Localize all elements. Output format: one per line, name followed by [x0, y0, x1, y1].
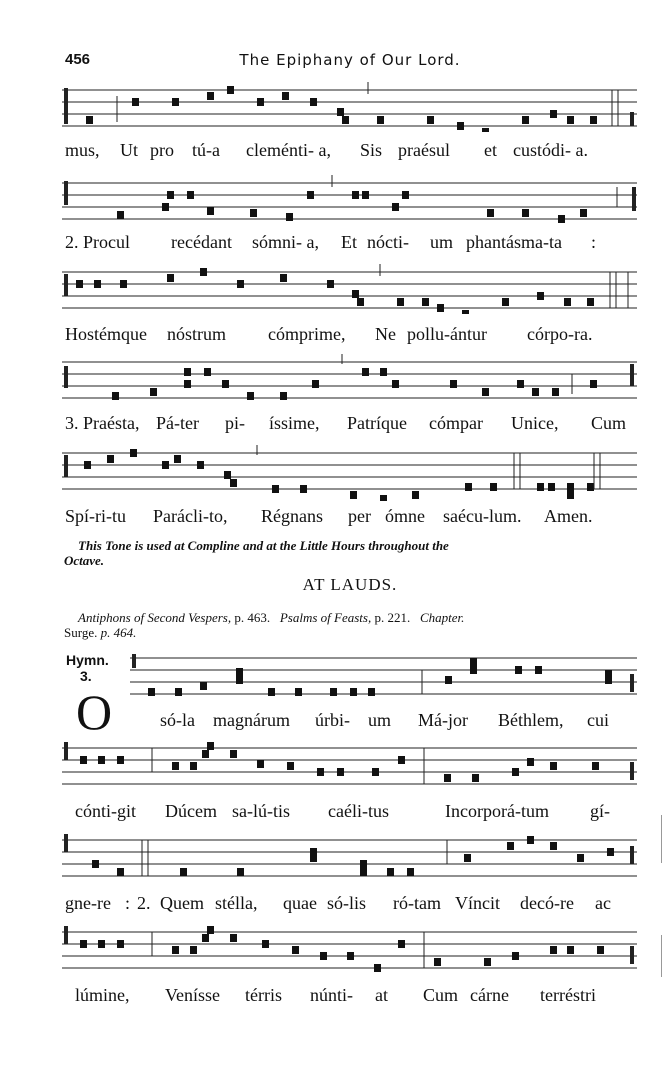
syllable: magnárum [213, 710, 290, 730]
antiphons-page: p. 463. [234, 610, 271, 625]
syllable: Ut [120, 140, 138, 160]
syllable: um [430, 232, 454, 252]
syllable: Víncit [455, 893, 500, 913]
syllable: ró-tam [393, 893, 441, 913]
syllable: cui [587, 710, 609, 730]
syllable: Quem [160, 893, 204, 913]
syllable: lúmine, [75, 985, 130, 1005]
syllable: núnti- [310, 985, 353, 1005]
hymn-number: 3. [80, 668, 92, 684]
syllable: per [348, 506, 371, 526]
staff-2 [62, 175, 637, 225]
syllable: pro [150, 140, 174, 160]
hymn-label [66, 652, 109, 684]
syllable: cárne [470, 985, 509, 1005]
syllable: cómprime, [268, 324, 346, 344]
syllable: pollu-ántur [407, 324, 487, 344]
chapter-ref: Chapter. [419, 610, 465, 625]
syllable: gne-re [65, 893, 111, 913]
margin-mark [661, 815, 662, 863]
hymn-word: Hymn. [66, 652, 109, 668]
staff-7 [62, 740, 637, 790]
syllable: Pá-ter [156, 413, 199, 433]
syllable: térris [245, 985, 282, 1005]
syllable: Patríque [347, 413, 407, 433]
syllable: ac [595, 893, 611, 913]
syllable: custódi- a. [513, 140, 588, 160]
staff-8 [62, 832, 637, 882]
syllable: sómni- a, [252, 232, 319, 252]
rubric-line: Octave. [64, 553, 105, 568]
syllable: Parácli-to, [153, 506, 228, 526]
antiphons-ref: Antiphons of Second Vespers, [78, 610, 232, 625]
syllable: Béthlem, [498, 710, 564, 730]
syllable: cleménti- a, [246, 140, 331, 160]
chapter-page: p. 464. [100, 625, 137, 640]
syllable: cómpar [429, 413, 483, 433]
syllable: nócti- [367, 232, 409, 252]
syllable: Sis [360, 140, 383, 160]
syllable: Spí-ri-tu [65, 506, 126, 526]
syllable: Ne [375, 324, 396, 344]
psalms-ref: Psalms of Feasts, [279, 610, 372, 625]
syllable: et [484, 140, 497, 160]
syllable: ómne [385, 506, 425, 526]
syllable: at [375, 985, 388, 1005]
syllable: caéli-tus [328, 801, 389, 821]
syllable: úrbi- [315, 710, 350, 730]
syllable: Et [341, 232, 357, 252]
rubric [64, 538, 638, 568]
psalms-page: p. 221. [374, 610, 411, 625]
syllable: saécu-lum. [443, 506, 522, 526]
syllable: Amen. [544, 506, 593, 526]
syllable: Régnans [261, 506, 323, 526]
chapter-title: Surge. [64, 625, 98, 640]
syllable: Má-jor [418, 710, 468, 730]
syllable: Dúcem [165, 801, 217, 821]
syllable: praésul [398, 140, 450, 160]
syllable: : [125, 893, 131, 913]
rubric-line: This Tone is used at Compline and at the Little Hours throughout the [78, 538, 449, 553]
syllable: Cum [423, 985, 459, 1005]
syllable: phantásma-ta [466, 232, 562, 252]
initial-letter: O [76, 684, 113, 740]
syllable: quae [283, 893, 317, 913]
margin-mark [661, 935, 662, 977]
syllable: íssime, [269, 413, 320, 433]
syllable: só-lis [327, 893, 367, 913]
staff-1 [62, 82, 637, 132]
staff-9 [62, 924, 637, 974]
syllable: córpo-ra. [527, 324, 593, 344]
syllable: sa-lú-tis [232, 801, 290, 821]
syllable: só-la [160, 710, 195, 730]
syllable: tú-a [192, 140, 220, 160]
syllable: um [368, 710, 392, 730]
syllable: terréstri [540, 985, 596, 1005]
syllable: : [591, 232, 597, 252]
syllable: 3. Praésta, [65, 413, 140, 433]
syllable: Venísse [165, 985, 220, 1005]
syllable: Cum [591, 413, 627, 433]
staff-5 [62, 445, 637, 503]
staff-4 [62, 354, 637, 404]
syllable: cónti-git [75, 801, 136, 821]
syllable: nóstrum [167, 324, 227, 344]
syllable: recédant [171, 232, 232, 252]
syllable: 2. [137, 893, 151, 913]
syllable: 2. Procul [65, 232, 130, 252]
section-title: AT LAUDS. [302, 575, 398, 594]
syllable: Incorporá-tum [445, 801, 549, 821]
syllable: stélla, [215, 893, 258, 913]
running-title: The Epiphany of Our Lord. [239, 51, 461, 69]
staff-6 [130, 652, 637, 700]
syllable: pi- [225, 413, 245, 433]
staff-3 [62, 264, 637, 314]
syllable: gí- [590, 801, 610, 821]
syllable: mus, [65, 140, 100, 160]
antiphons-note [64, 610, 638, 640]
page-number: 456 [65, 51, 91, 68]
syllable: decó-re [520, 893, 574, 913]
syllable: Hostémque [65, 324, 147, 344]
syllable: Unice, [511, 413, 559, 433]
